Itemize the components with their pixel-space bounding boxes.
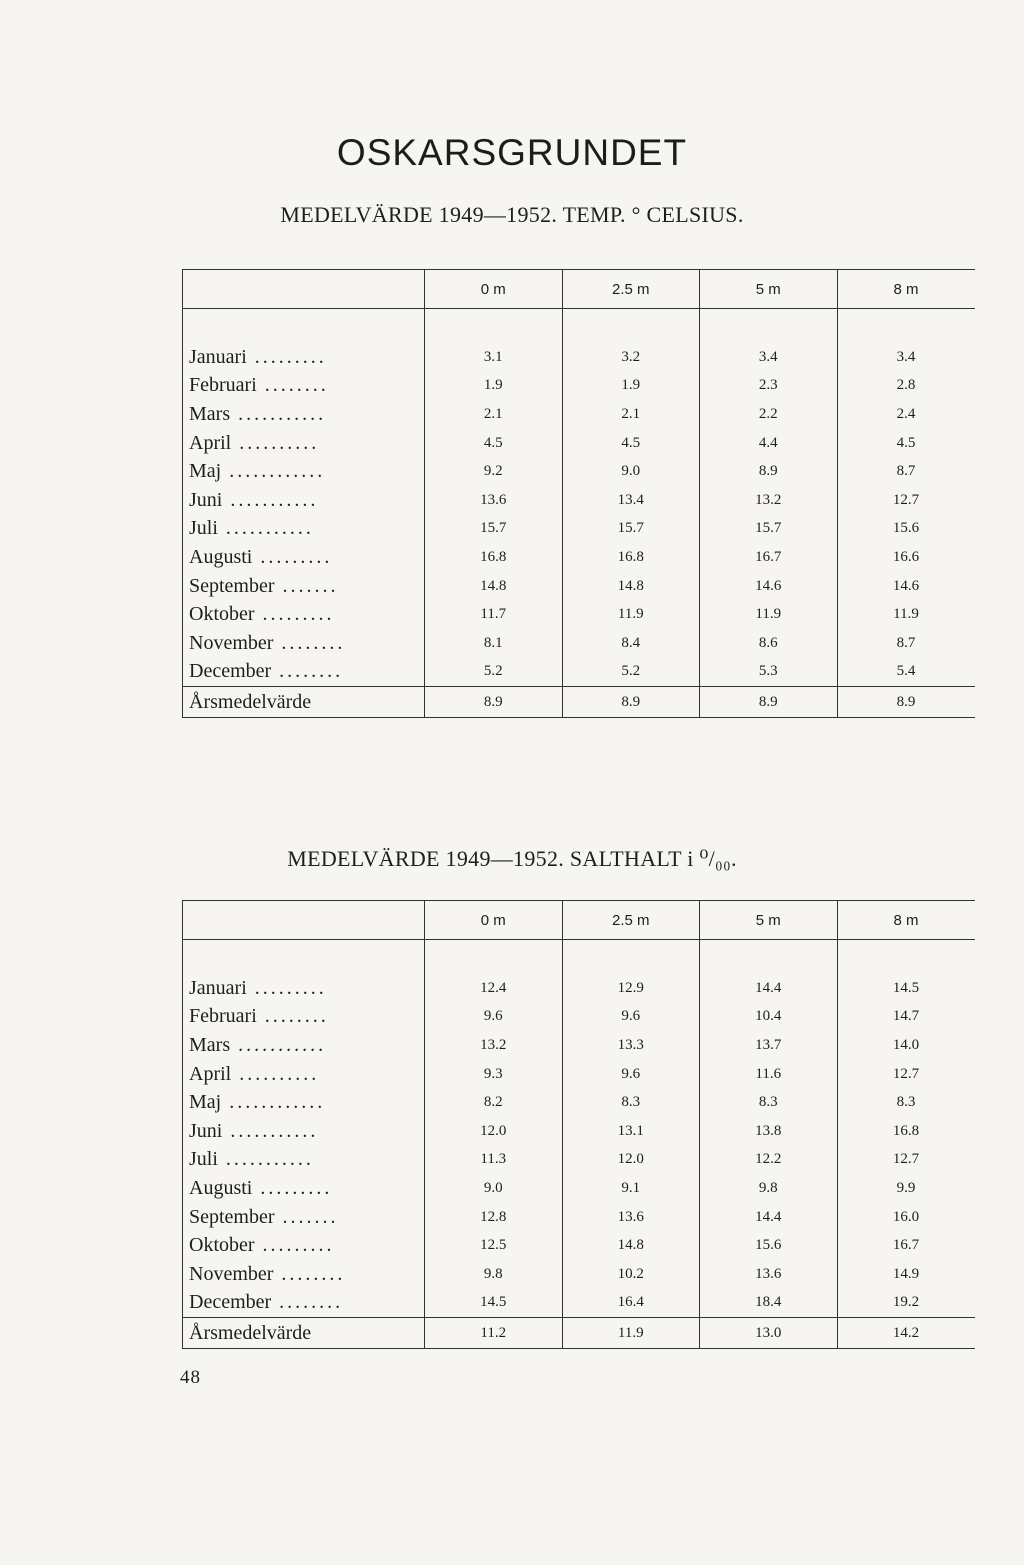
leader-dots: ........	[273, 1262, 346, 1285]
value-cell: 15.7	[562, 515, 700, 544]
row-label-text: April	[189, 1062, 232, 1085]
annual-mean-row	[183, 1318, 975, 1349]
leader-dots: .........	[246, 345, 327, 368]
table-row	[183, 658, 975, 687]
month-label	[183, 1203, 425, 1232]
table-row	[183, 629, 975, 658]
header-row	[183, 901, 975, 940]
temperature-table-body	[183, 309, 975, 718]
value-cell: 16.0	[837, 1203, 975, 1232]
table-row	[183, 1117, 975, 1146]
value-cell: 11.2	[425, 1318, 563, 1349]
value-cell: 11.9	[562, 1318, 700, 1349]
value-cell: 13.6	[700, 1260, 838, 1289]
value-cell: 15.7	[700, 515, 838, 544]
month-label	[183, 486, 425, 515]
value-cell: 12.2	[700, 1146, 838, 1175]
value-cell: 14.8	[425, 572, 563, 601]
month-label	[183, 1003, 425, 1032]
value-cell: 8.3	[700, 1088, 838, 1117]
table-row	[183, 1088, 975, 1117]
leader-dots: ...........	[230, 1033, 327, 1056]
table-row	[183, 1203, 975, 1232]
row-label-text: September	[189, 574, 275, 597]
row-label-text: Maj	[189, 1091, 222, 1114]
spacer-cell	[183, 940, 425, 975]
table-row	[183, 1031, 975, 1060]
value-cell: 14.4	[700, 1203, 838, 1232]
row-label-text: Oktober	[189, 603, 255, 626]
leader-dots: .........	[254, 603, 335, 626]
value-cell: 8.7	[837, 629, 975, 658]
header-depth-8m: 8 m	[837, 901, 975, 940]
value-cell: 8.2	[425, 1088, 563, 1117]
leader-dots: ........	[256, 374, 329, 397]
value-cell: 14.8	[562, 572, 700, 601]
leader-dots: ............	[221, 1091, 326, 1114]
value-cell: 16.8	[562, 543, 700, 572]
value-cell: 13.0	[700, 1318, 838, 1349]
row-label-text: April	[189, 431, 232, 454]
value-cell: 5.2	[425, 658, 563, 687]
value-cell: 18.4	[700, 1289, 838, 1318]
temperature-table	[182, 269, 975, 718]
spacer-cell	[425, 309, 563, 344]
annual-mean-row	[183, 687, 975, 718]
header-blank-cell	[183, 270, 425, 309]
value-cell: 8.9	[562, 687, 700, 718]
spacer-cell	[837, 309, 975, 344]
month-label	[183, 457, 425, 486]
value-cell: 13.2	[425, 1031, 563, 1060]
value-cell: 14.6	[700, 572, 838, 601]
row-label-text: November	[189, 631, 274, 654]
leader-dots: ........	[256, 1005, 329, 1028]
value-cell: 5.3	[700, 658, 838, 687]
value-cell: 9.3	[425, 1060, 563, 1089]
leader-dots: .........	[254, 1234, 335, 1257]
month-label	[183, 543, 425, 572]
value-cell: 3.1	[425, 343, 563, 372]
header-depth-2-5m: 2.5 m	[562, 270, 700, 309]
month-label	[183, 1289, 425, 1318]
value-cell: 8.7	[837, 457, 975, 486]
month-label	[183, 658, 425, 687]
value-cell: 14.2	[837, 1318, 975, 1349]
value-cell: 8.3	[562, 1088, 700, 1117]
value-cell: 16.8	[425, 543, 563, 572]
value-cell: 4.5	[425, 429, 563, 458]
value-cell: 9.0	[425, 1174, 563, 1203]
value-cell: 13.6	[562, 1203, 700, 1232]
month-label	[183, 1260, 425, 1289]
header-depth-5m: 5 m	[700, 901, 838, 940]
month-label	[183, 1088, 425, 1117]
value-cell: 1.9	[425, 372, 563, 401]
leader-dots: ...........	[222, 1119, 319, 1142]
value-cell: 9.8	[700, 1174, 838, 1203]
row-label-text: November	[189, 1262, 274, 1285]
value-cell: 11.9	[562, 600, 700, 629]
month-label	[183, 974, 425, 1003]
table-row	[183, 515, 975, 544]
leader-dots: ........	[271, 1291, 344, 1314]
value-cell: 15.7	[425, 515, 563, 544]
value-cell: 13.3	[562, 1031, 700, 1060]
table-row	[183, 974, 975, 1003]
leader-dots: ............	[221, 460, 326, 483]
header-depth-0m: 0 m	[425, 270, 563, 309]
month-label	[183, 1174, 425, 1203]
value-cell: 8.1	[425, 629, 563, 658]
value-cell: 2.8	[837, 372, 975, 401]
spacer-cell	[183, 309, 425, 344]
table-row	[183, 1289, 975, 1318]
month-label	[183, 629, 425, 658]
header-depth-5m: 5 m	[700, 270, 838, 309]
row-label-text: Årsmedelvärde	[189, 1321, 312, 1344]
value-cell: 12.5	[425, 1231, 563, 1260]
table-row	[183, 1260, 975, 1289]
value-cell: 10.2	[562, 1260, 700, 1289]
table-row	[183, 1174, 975, 1203]
value-cell: 2.1	[425, 400, 563, 429]
row-label-text: December	[189, 660, 272, 683]
row-label-text: Augusti	[189, 1176, 253, 1199]
header-depth-8m: 8 m	[837, 270, 975, 309]
row-label-text: Juli	[189, 517, 218, 540]
value-cell: 11.7	[425, 600, 563, 629]
value-cell: 2.1	[562, 400, 700, 429]
value-cell: 13.7	[700, 1031, 838, 1060]
value-cell: 12.7	[837, 486, 975, 515]
value-cell: 12.7	[837, 1060, 975, 1089]
value-cell: 4.5	[562, 429, 700, 458]
value-cell: 3.4	[700, 343, 838, 372]
value-cell: 14.4	[700, 974, 838, 1003]
value-cell: 16.8	[837, 1117, 975, 1146]
table-row	[183, 343, 975, 372]
value-cell: 9.0	[562, 457, 700, 486]
value-cell: 9.8	[425, 1260, 563, 1289]
row-label-text: Januari	[189, 345, 247, 368]
value-cell: 3.4	[837, 343, 975, 372]
month-label	[183, 400, 425, 429]
value-cell: 5.2	[562, 658, 700, 687]
header-depth-0m: 0 m	[425, 901, 563, 940]
row-label-text: Februari	[189, 1005, 257, 1028]
value-cell: 8.9	[425, 687, 563, 718]
value-cell: 3.2	[562, 343, 700, 372]
value-cell: 9.9	[837, 1174, 975, 1203]
month-label	[183, 515, 425, 544]
value-cell: 8.9	[837, 687, 975, 718]
value-cell: 16.7	[837, 1231, 975, 1260]
spacer-row	[183, 940, 975, 975]
row-label-text: Juni	[189, 488, 223, 511]
leader-dots: ...........	[217, 1148, 314, 1171]
month-label	[183, 372, 425, 401]
value-cell: 10.4	[700, 1003, 838, 1032]
table-row	[183, 372, 975, 401]
value-cell: 16.7	[700, 543, 838, 572]
annual-mean-label	[183, 1318, 425, 1349]
spacer-cell	[425, 940, 563, 975]
value-cell: 14.5	[425, 1289, 563, 1318]
month-label	[183, 1117, 425, 1146]
value-cell: 11.9	[837, 600, 975, 629]
table-row	[183, 1060, 975, 1089]
salinity-table-heading: MEDELVÄRDE 1949—1952. SALTHALT i ⁰/₀₀.	[287, 846, 737, 871]
leader-dots: ...........	[230, 402, 327, 425]
table-row	[183, 1146, 975, 1175]
value-cell: 2.3	[700, 372, 838, 401]
table-row	[183, 1231, 975, 1260]
spacer-cell	[700, 940, 838, 975]
spacer-cell	[837, 940, 975, 975]
value-cell: 19.2	[837, 1289, 975, 1318]
month-label	[183, 600, 425, 629]
row-label-text: Mars	[189, 1033, 231, 1056]
temperature-table-heading: MEDELVÄRDE 1949—1952. TEMP. ° CELSIUS.	[280, 202, 744, 227]
row-label-text: Årsmedelvärde	[189, 690, 312, 713]
value-cell: 12.7	[837, 1146, 975, 1175]
month-label	[183, 1146, 425, 1175]
value-cell: 5.4	[837, 658, 975, 687]
value-cell: 13.2	[700, 486, 838, 515]
leader-dots: ...........	[217, 517, 314, 540]
row-label-text: Januari	[189, 976, 247, 999]
month-label	[183, 572, 425, 601]
value-cell: 12.0	[425, 1117, 563, 1146]
value-cell: 9.6	[562, 1003, 700, 1032]
value-cell: 9.6	[425, 1003, 563, 1032]
value-cell: 2.2	[700, 400, 838, 429]
value-cell: 1.9	[562, 372, 700, 401]
value-cell: 14.9	[837, 1260, 975, 1289]
row-label-text: Juni	[189, 1119, 223, 1142]
table-row	[183, 600, 975, 629]
month-label	[183, 343, 425, 372]
leader-dots: .........	[252, 1176, 333, 1199]
value-cell: 8.9	[700, 457, 838, 486]
header-blank-cell	[183, 901, 425, 940]
value-cell: 11.9	[700, 600, 838, 629]
value-cell: 16.4	[562, 1289, 700, 1318]
value-cell: 14.5	[837, 974, 975, 1003]
table-row	[183, 457, 975, 486]
value-cell: 14.8	[562, 1231, 700, 1260]
value-cell: 9.2	[425, 457, 563, 486]
month-label	[183, 429, 425, 458]
spacer-row	[183, 309, 975, 344]
value-cell: 11.6	[700, 1060, 838, 1089]
row-label-text: Oktober	[189, 1234, 255, 1257]
value-cell: 13.4	[562, 486, 700, 515]
value-cell: 15.6	[700, 1231, 838, 1260]
value-cell: 14.6	[837, 572, 975, 601]
leader-dots: ..........	[231, 1062, 320, 1085]
value-cell: 12.8	[425, 1203, 563, 1232]
spacer-cell	[562, 940, 700, 975]
table-row	[183, 572, 975, 601]
row-label-text: Maj	[189, 460, 222, 483]
value-cell: 8.9	[700, 687, 838, 718]
value-cell: 12.0	[562, 1146, 700, 1175]
month-label	[183, 1060, 425, 1089]
table-row	[183, 429, 975, 458]
value-cell: 14.7	[837, 1003, 975, 1032]
salinity-table	[182, 900, 975, 1349]
value-cell: 15.6	[837, 515, 975, 544]
leader-dots: .......	[274, 1205, 339, 1228]
value-cell: 11.3	[425, 1146, 563, 1175]
leader-dots: .......	[274, 574, 339, 597]
row-label-text: Mars	[189, 402, 231, 425]
value-cell: 2.4	[837, 400, 975, 429]
table-row	[183, 400, 975, 429]
spacer-cell	[700, 309, 838, 344]
value-cell: 9.1	[562, 1174, 700, 1203]
value-cell: 13.8	[700, 1117, 838, 1146]
leader-dots: ........	[271, 660, 344, 683]
value-cell: 13.1	[562, 1117, 700, 1146]
row-label-text: Juli	[189, 1148, 218, 1171]
leader-dots: .........	[246, 976, 327, 999]
table-row	[183, 543, 975, 572]
month-label	[183, 1031, 425, 1060]
leader-dots: .........	[252, 545, 333, 568]
value-cell: 4.5	[837, 429, 975, 458]
value-cell: 13.6	[425, 486, 563, 515]
page-title: OSKARSGRUNDET	[336, 132, 688, 173]
header-depth-2-5m: 2.5 m	[562, 901, 700, 940]
month-label	[183, 1231, 425, 1260]
row-label-text: Augusti	[189, 545, 253, 568]
annual-mean-label	[183, 687, 425, 718]
value-cell: 9.6	[562, 1060, 700, 1089]
leader-dots: ...........	[222, 488, 319, 511]
row-label-text: Februari	[189, 374, 257, 397]
header-row	[183, 270, 975, 309]
leader-dots: ........	[273, 631, 346, 654]
salinity-table-body	[183, 940, 975, 1349]
spacer-cell	[562, 309, 700, 344]
table-row	[183, 1003, 975, 1032]
value-cell: 12.9	[562, 974, 700, 1003]
row-label-text: December	[189, 1291, 272, 1314]
table-row	[183, 486, 975, 515]
value-cell: 4.4	[700, 429, 838, 458]
value-cell: 8.3	[837, 1088, 975, 1117]
value-cell: 8.6	[700, 629, 838, 658]
value-cell: 8.4	[562, 629, 700, 658]
value-cell: 14.0	[837, 1031, 975, 1060]
page-number: 48	[180, 1367, 201, 1388]
row-label-text: September	[189, 1205, 275, 1228]
leader-dots: ..........	[231, 431, 320, 454]
value-cell: 16.6	[837, 543, 975, 572]
value-cell: 12.4	[425, 974, 563, 1003]
